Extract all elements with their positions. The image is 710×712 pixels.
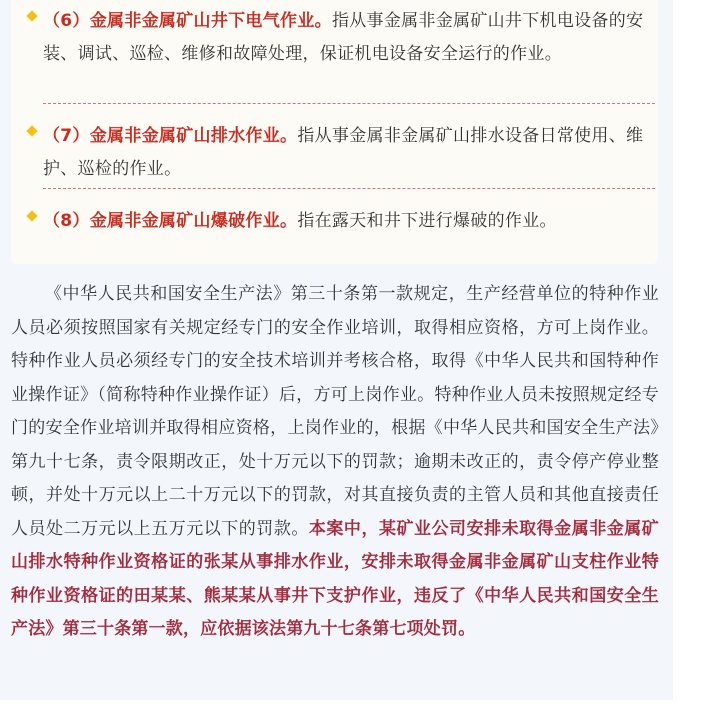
item-desc: 指从事金属非金属矿山井下机电设备的安装、调试、巡检、维修和故障处理，保证机电设备安全运行的作业。 [43, 11, 644, 64]
item-text [43, 205, 655, 238]
operations-card [11, 0, 658, 264]
item-title: （6）金属非金属矿山井下电气作业。 [43, 11, 332, 31]
item-text [43, 5, 655, 71]
dashed-divider [43, 188, 655, 189]
diamond-bullet-icon [26, 210, 37, 221]
paragraph-emphasis: 本案中，某矿业公司安排未取得金属非金属矿山排水特种作业资格证的张某从事排水作业，安排未取得金属非金属矿山支柱作业特种作业资格证的田某某、熊某某从事井下支护作业，违反了《中华人民共和国安全生产法》第三十条第一款，应依据该法第九十七条第七项处罚。 [11, 518, 659, 639]
item-desc: 指在露天和井下进行爆破的作业。 [297, 211, 557, 231]
diamond-bullet-icon [26, 10, 37, 21]
item-text [43, 120, 655, 186]
paragraph-text: 《中华人民共和国安全生产法》第三十条第一款规定，生产经营单位的特种作业人员必须按照国家有关规定经专门的安全作业培训，取得相应资格，方可上岗作业。特种作业人员必须经专门的安全技术培训并考核合格，取得《中华人民共和国特种作业操作证》（简称特种作业操作证）后，方可上岗作业。特种作业人员未按照规定经专门的安全作业培训并取得相应资格，上岗作业的，根据《中华人民共和国安全生产法》第九十七条，责令限期改正，处十万元以下的罚款；逾期未改正的，责令停产停业整顿，并处十万元以上二十万元以下的罚款，对其直接负责的主管人员和其他直接责任人员处二万元以上五万元以下的罚款。 [11, 284, 659, 539]
item-title: （7）金属非金属矿山排水作业。 [43, 126, 298, 146]
item-title: （8）金属非金属矿山爆破作业。 [43, 211, 298, 231]
item-desc: 指从事金属非金属矿山排水设备日常使用、维护、巡检的作业。 [43, 126, 644, 179]
diamond-bullet-icon [26, 125, 37, 136]
law-paragraph [11, 278, 659, 647]
dashed-divider [43, 103, 655, 104]
